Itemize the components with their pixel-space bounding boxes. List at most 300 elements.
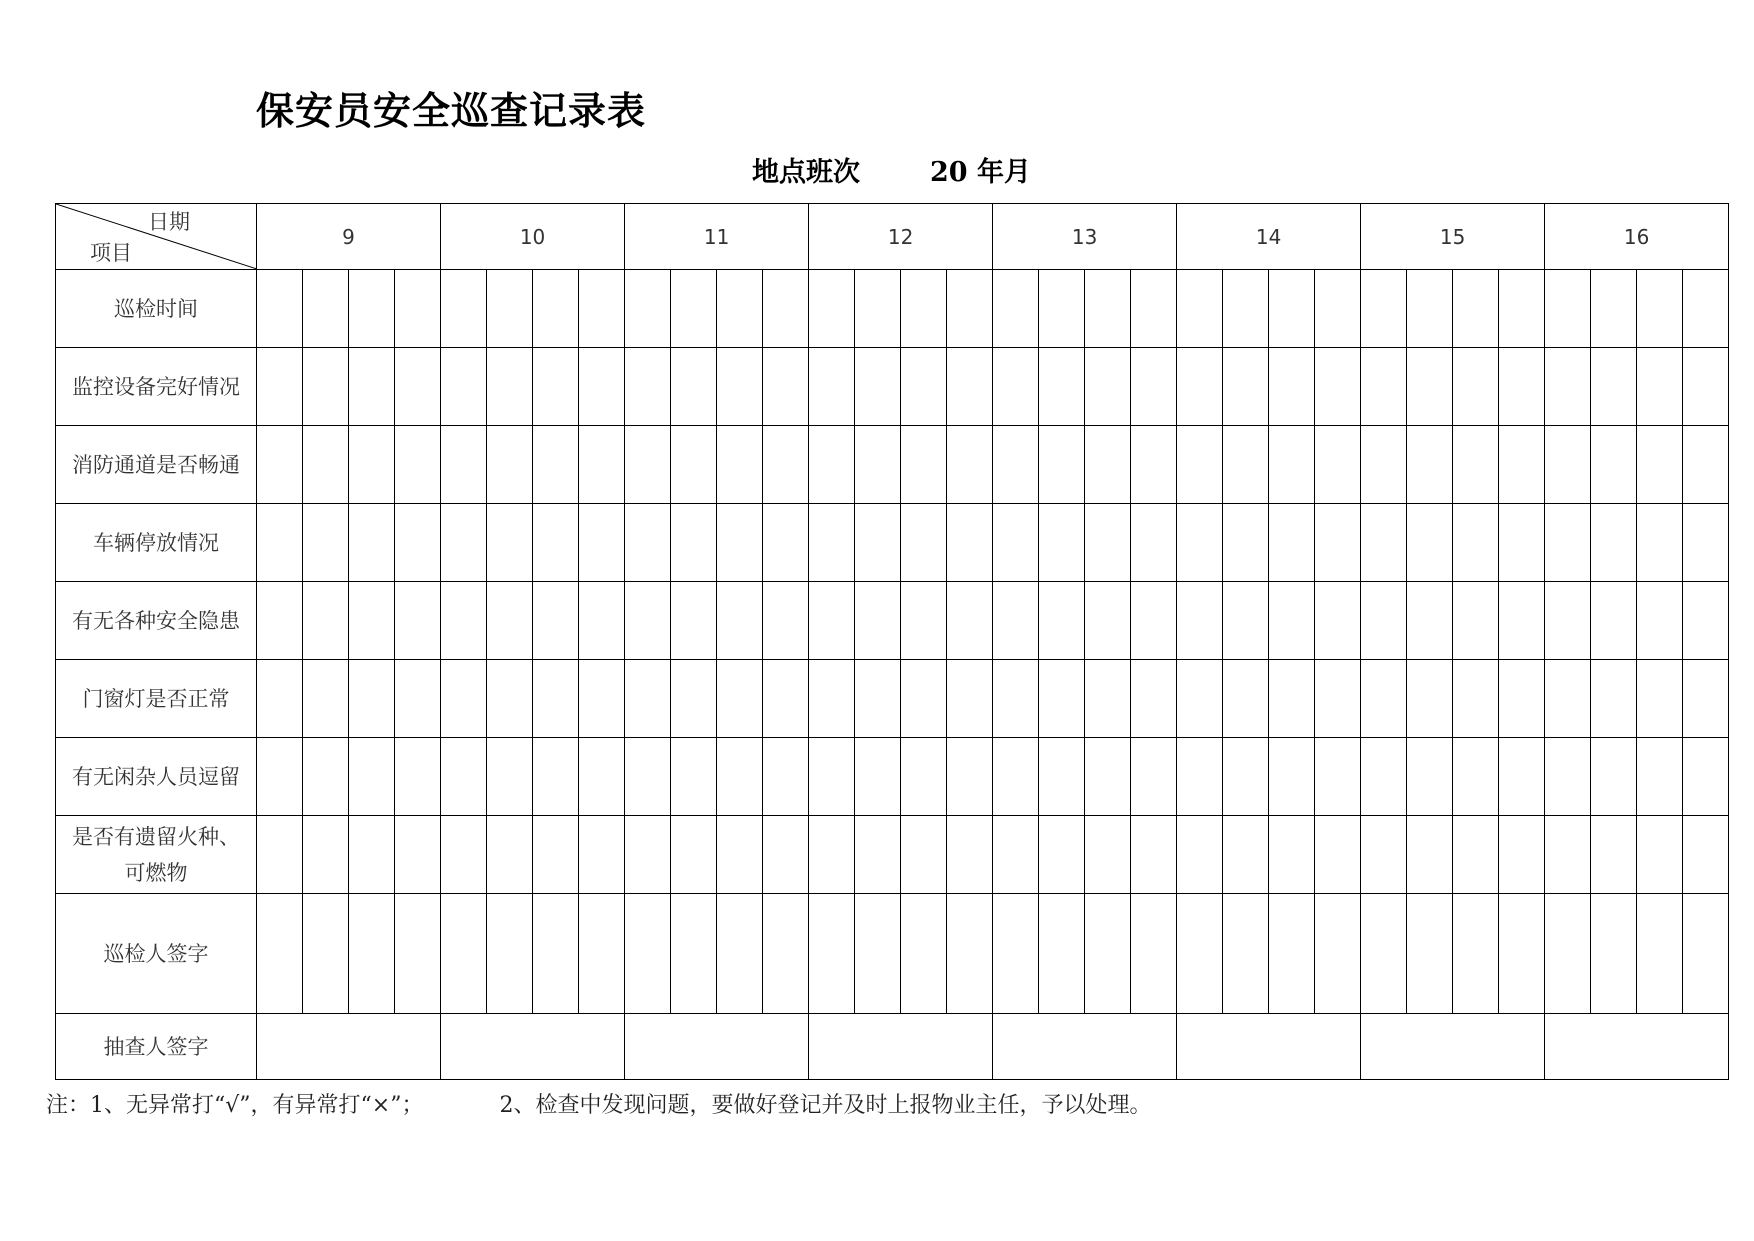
record-cell[interactable] (1361, 738, 1407, 816)
record-cell[interactable] (809, 426, 855, 504)
record-cell[interactable] (349, 270, 395, 348)
record-cell[interactable] (993, 582, 1039, 660)
record-cell[interactable] (1453, 894, 1499, 1014)
record-cell[interactable] (303, 348, 349, 426)
record-cell[interactable] (1085, 660, 1131, 738)
record-cell[interactable] (1545, 738, 1591, 816)
record-cell[interactable] (1315, 660, 1361, 738)
row-label-cell: 车辆停放情况 (56, 504, 257, 582)
record-cell[interactable] (257, 738, 303, 816)
record-cell[interactable] (855, 816, 901, 894)
record-cell[interactable] (349, 504, 395, 582)
record-cell[interactable] (1499, 816, 1545, 894)
record-cell[interactable] (257, 348, 303, 426)
record-cell[interactable] (1315, 426, 1361, 504)
signature-cell[interactable] (993, 1014, 1177, 1080)
record-cell[interactable] (1039, 504, 1085, 582)
record-cell[interactable] (993, 504, 1039, 582)
record-cell[interactable] (257, 426, 303, 504)
record-cell[interactable] (1683, 270, 1729, 348)
record-cell[interactable] (349, 738, 395, 816)
record-cell[interactable] (855, 582, 901, 660)
record-cell[interactable] (1453, 348, 1499, 426)
record-cell[interactable] (947, 504, 993, 582)
record-cell[interactable] (257, 582, 303, 660)
record-cell[interactable] (763, 738, 809, 816)
record-cell[interactable] (947, 270, 993, 348)
record-cell[interactable] (1591, 738, 1637, 816)
record-cell[interactable] (1085, 270, 1131, 348)
record-cell[interactable] (763, 894, 809, 1014)
record-cell[interactable] (1361, 270, 1407, 348)
record-cell[interactable] (1361, 426, 1407, 504)
record-cell[interactable] (579, 426, 625, 504)
record-cell[interactable] (303, 894, 349, 1014)
record-cell[interactable] (763, 348, 809, 426)
record-cell[interactable] (993, 816, 1039, 894)
record-cell[interactable] (487, 348, 533, 426)
record-cell[interactable] (303, 504, 349, 582)
record-cell[interactable] (1315, 270, 1361, 348)
record-cell[interactable] (717, 660, 763, 738)
record-cell[interactable] (1039, 738, 1085, 816)
record-cell[interactable] (993, 348, 1039, 426)
record-cell[interactable] (579, 270, 625, 348)
record-cell[interactable] (671, 426, 717, 504)
record-cell[interactable] (901, 816, 947, 894)
record-cell[interactable] (717, 348, 763, 426)
record-cell[interactable] (303, 660, 349, 738)
record-cell[interactable] (1591, 348, 1637, 426)
record-cell[interactable] (1637, 660, 1683, 738)
record-cell[interactable] (947, 348, 993, 426)
record-cell[interactable] (1407, 660, 1453, 738)
record-cell[interactable] (1637, 504, 1683, 582)
record-cell[interactable] (303, 270, 349, 348)
record-cell[interactable] (1499, 660, 1545, 738)
record-cell[interactable] (1269, 894, 1315, 1014)
record-cell[interactable] (1637, 426, 1683, 504)
record-cell[interactable] (303, 816, 349, 894)
record-cell[interactable] (1131, 270, 1177, 348)
record-cell[interactable] (1591, 426, 1637, 504)
table-row (56, 504, 1729, 582)
record-cell[interactable] (487, 894, 533, 1014)
record-cell[interactable] (855, 738, 901, 816)
record-cell[interactable] (993, 426, 1039, 504)
record-cell[interactable] (671, 660, 717, 738)
record-cell[interactable] (395, 426, 441, 504)
record-cell[interactable] (1453, 816, 1499, 894)
record-cell[interactable] (487, 738, 533, 816)
record-cell[interactable] (533, 660, 579, 738)
record-cell[interactable] (1177, 738, 1223, 816)
record-cell[interactable] (1085, 426, 1131, 504)
record-cell[interactable] (1223, 660, 1269, 738)
record-cell[interactable] (1177, 816, 1223, 894)
record-cell[interactable] (1499, 504, 1545, 582)
record-cell[interactable] (441, 894, 487, 1014)
record-cell[interactable] (1039, 660, 1085, 738)
record-cell[interactable] (349, 426, 395, 504)
record-cell[interactable] (441, 816, 487, 894)
record-cell[interactable] (809, 738, 855, 816)
record-cell[interactable] (1223, 582, 1269, 660)
record-cell[interactable] (1131, 816, 1177, 894)
record-cell[interactable] (1177, 894, 1223, 1014)
record-cell[interactable] (625, 738, 671, 816)
record-cell[interactable] (809, 270, 855, 348)
record-cell[interactable] (717, 270, 763, 348)
record-cell[interactable] (303, 582, 349, 660)
record-cell[interactable] (717, 504, 763, 582)
record-cell[interactable] (579, 816, 625, 894)
record-cell[interactable] (1269, 426, 1315, 504)
record-cell[interactable] (855, 894, 901, 1014)
record-cell[interactable] (1361, 894, 1407, 1014)
record-cell[interactable] (1177, 582, 1223, 660)
record-cell[interactable] (1591, 582, 1637, 660)
record-cell[interactable] (1591, 270, 1637, 348)
record-cell[interactable] (901, 738, 947, 816)
record-cell[interactable] (1269, 348, 1315, 426)
record-cell[interactable] (1545, 894, 1591, 1014)
record-cell[interactable] (1637, 348, 1683, 426)
record-cell[interactable] (1039, 894, 1085, 1014)
record-cell[interactable] (717, 816, 763, 894)
record-cell[interactable] (395, 738, 441, 816)
record-cell[interactable] (1591, 660, 1637, 738)
record-cell[interactable] (855, 426, 901, 504)
record-cell[interactable] (395, 816, 441, 894)
record-cell[interactable] (1499, 894, 1545, 1014)
record-cell[interactable] (625, 504, 671, 582)
record-cell[interactable] (1131, 660, 1177, 738)
record-cell[interactable] (1637, 738, 1683, 816)
record-cell[interactable] (257, 660, 303, 738)
record-cell[interactable] (349, 582, 395, 660)
record-cell[interactable] (625, 894, 671, 1014)
signature-cell[interactable] (1361, 1014, 1545, 1080)
record-cell[interactable] (993, 894, 1039, 1014)
record-cell[interactable] (395, 504, 441, 582)
record-cell[interactable] (1637, 816, 1683, 894)
record-cell[interactable] (487, 426, 533, 504)
record-cell[interactable] (1177, 504, 1223, 582)
record-cell[interactable] (1131, 738, 1177, 816)
record-cell[interactable] (947, 738, 993, 816)
record-cell[interactable] (395, 894, 441, 1014)
record-cell[interactable] (1361, 660, 1407, 738)
signature-cell[interactable] (441, 1014, 625, 1080)
record-cell[interactable] (901, 348, 947, 426)
record-cell[interactable] (579, 582, 625, 660)
record-cell[interactable] (441, 582, 487, 660)
record-cell[interactable] (257, 504, 303, 582)
record-cell[interactable] (257, 270, 303, 348)
record-cell[interactable] (671, 894, 717, 1014)
record-cell[interactable] (947, 426, 993, 504)
record-cell[interactable] (809, 582, 855, 660)
record-cell[interactable] (1545, 270, 1591, 348)
record-cell[interactable] (1085, 738, 1131, 816)
record-cell[interactable] (901, 660, 947, 738)
record-cell[interactable] (1407, 504, 1453, 582)
record-cell[interactable] (1407, 894, 1453, 1014)
record-cell[interactable] (671, 504, 717, 582)
table-row (56, 1014, 1729, 1080)
record-cell[interactable] (1361, 504, 1407, 582)
record-cell[interactable] (487, 660, 533, 738)
record-cell[interactable] (1039, 582, 1085, 660)
record-cell[interactable] (763, 816, 809, 894)
record-cell[interactable] (441, 738, 487, 816)
record-cell[interactable] (993, 738, 1039, 816)
record-cell[interactable] (947, 582, 993, 660)
record-cell[interactable] (1269, 738, 1315, 816)
record-cell[interactable] (1315, 582, 1361, 660)
record-cell[interactable] (993, 660, 1039, 738)
record-cell[interactable] (1499, 738, 1545, 816)
record-cell[interactable] (487, 816, 533, 894)
record-cell[interactable] (1085, 816, 1131, 894)
record-cell[interactable] (1223, 738, 1269, 816)
signature-cell[interactable] (625, 1014, 809, 1080)
record-cell[interactable] (1315, 738, 1361, 816)
signature-cell[interactable] (1177, 1014, 1361, 1080)
record-cell[interactable] (1039, 426, 1085, 504)
record-cell[interactable] (1223, 348, 1269, 426)
record-cell[interactable] (395, 348, 441, 426)
record-cell[interactable] (717, 738, 763, 816)
record-cell[interactable] (441, 348, 487, 426)
record-cell[interactable] (625, 660, 671, 738)
record-cell[interactable] (855, 504, 901, 582)
record-cell[interactable] (1591, 504, 1637, 582)
record-cell[interactable] (1269, 660, 1315, 738)
record-cell[interactable] (1315, 348, 1361, 426)
record-cell[interactable] (1499, 270, 1545, 348)
record-cell[interactable] (901, 894, 947, 1014)
record-cell[interactable] (257, 816, 303, 894)
record-cell[interactable] (257, 894, 303, 1014)
record-cell[interactable] (763, 270, 809, 348)
record-cell[interactable] (625, 582, 671, 660)
record-cell[interactable] (1591, 816, 1637, 894)
record-cell[interactable] (625, 348, 671, 426)
record-cell[interactable] (1177, 348, 1223, 426)
record-cell[interactable] (1499, 426, 1545, 504)
record-cell[interactable] (1315, 504, 1361, 582)
record-cell[interactable] (487, 582, 533, 660)
record-cell[interactable] (1177, 270, 1223, 348)
record-cell[interactable] (533, 816, 579, 894)
record-cell[interactable] (1683, 504, 1729, 582)
record-cell[interactable] (1407, 582, 1453, 660)
record-cell[interactable] (763, 660, 809, 738)
record-cell[interactable] (1223, 426, 1269, 504)
record-cell[interactable] (1545, 426, 1591, 504)
record-cell[interactable] (441, 504, 487, 582)
record-cell[interactable] (1637, 582, 1683, 660)
record-cell[interactable] (671, 270, 717, 348)
record-cell[interactable] (1683, 894, 1729, 1014)
record-cell[interactable] (1039, 348, 1085, 426)
record-cell[interactable] (1223, 504, 1269, 582)
record-cell[interactable] (671, 582, 717, 660)
record-cell[interactable] (1039, 270, 1085, 348)
record-cell[interactable] (809, 816, 855, 894)
record-cell[interactable] (1453, 660, 1499, 738)
record-cell[interactable] (1683, 348, 1729, 426)
record-cell[interactable] (579, 894, 625, 1014)
record-cell[interactable] (901, 426, 947, 504)
record-cell[interactable] (1269, 504, 1315, 582)
record-cell[interactable] (1453, 270, 1499, 348)
record-cell[interactable] (579, 348, 625, 426)
record-cell[interactable] (947, 660, 993, 738)
record-cell[interactable] (533, 582, 579, 660)
record-cell[interactable] (1499, 348, 1545, 426)
record-cell[interactable] (1085, 582, 1131, 660)
record-cell[interactable] (1545, 582, 1591, 660)
record-cell[interactable] (625, 816, 671, 894)
footnote-1: 注：1、无异常打“√”，有异常打“×”； (46, 1093, 424, 1118)
record-cell[interactable] (1453, 582, 1499, 660)
record-cell[interactable] (441, 270, 487, 348)
record-cell[interactable] (947, 816, 993, 894)
record-cell[interactable] (809, 504, 855, 582)
record-cell[interactable] (533, 426, 579, 504)
record-cell[interactable] (809, 894, 855, 1014)
record-cell[interactable] (303, 738, 349, 816)
record-cell[interactable] (625, 426, 671, 504)
record-cell[interactable] (1039, 816, 1085, 894)
record-cell[interactable] (1453, 426, 1499, 504)
signature-cell[interactable] (257, 1014, 441, 1080)
record-cell[interactable] (533, 348, 579, 426)
record-cell[interactable] (1683, 738, 1729, 816)
record-cell[interactable] (533, 504, 579, 582)
record-cell[interactable] (579, 738, 625, 816)
record-cell[interactable] (1591, 894, 1637, 1014)
record-cell[interactable] (1269, 582, 1315, 660)
record-cell[interactable] (579, 504, 625, 582)
record-cell[interactable] (441, 660, 487, 738)
record-cell[interactable] (717, 894, 763, 1014)
record-cell[interactable] (1453, 738, 1499, 816)
record-cell[interactable] (855, 348, 901, 426)
record-cell[interactable] (1131, 894, 1177, 1014)
record-cell[interactable] (1085, 894, 1131, 1014)
record-cell[interactable] (1361, 582, 1407, 660)
record-cell[interactable] (303, 426, 349, 504)
record-cell[interactable] (855, 660, 901, 738)
record-cell[interactable] (1407, 270, 1453, 348)
record-cell[interactable] (1453, 504, 1499, 582)
record-cell[interactable] (1683, 582, 1729, 660)
record-cell[interactable] (1545, 816, 1591, 894)
record-cell[interactable] (1131, 426, 1177, 504)
record-cell[interactable] (487, 504, 533, 582)
record-cell[interactable] (1361, 816, 1407, 894)
record-cell[interactable] (395, 270, 441, 348)
record-cell[interactable] (901, 270, 947, 348)
record-cell[interactable] (533, 738, 579, 816)
record-cell[interactable] (1177, 426, 1223, 504)
record-cell[interactable] (763, 426, 809, 504)
record-cell[interactable] (1085, 504, 1131, 582)
record-cell[interactable] (1085, 348, 1131, 426)
record-cell[interactable] (487, 270, 533, 348)
record-cell[interactable] (1315, 894, 1361, 1014)
record-cell[interactable] (1223, 816, 1269, 894)
record-cell[interactable] (901, 504, 947, 582)
record-cell[interactable] (1407, 426, 1453, 504)
record-cell[interactable] (1131, 504, 1177, 582)
record-cell[interactable] (1315, 816, 1361, 894)
record-cell[interactable] (1407, 738, 1453, 816)
record-cell[interactable] (441, 426, 487, 504)
record-cell[interactable] (763, 504, 809, 582)
record-cell[interactable] (1131, 348, 1177, 426)
record-cell[interactable] (1177, 660, 1223, 738)
record-cell[interactable] (395, 660, 441, 738)
record-cell[interactable] (993, 270, 1039, 348)
record-cell[interactable] (349, 660, 395, 738)
record-cell[interactable] (717, 426, 763, 504)
record-cell[interactable] (1407, 816, 1453, 894)
record-cell[interactable] (855, 270, 901, 348)
record-cell[interactable] (1269, 270, 1315, 348)
record-cell[interactable] (901, 582, 947, 660)
record-cell[interactable] (671, 348, 717, 426)
record-cell[interactable] (1637, 270, 1683, 348)
record-cell[interactable] (533, 894, 579, 1014)
record-cell[interactable] (1683, 660, 1729, 738)
record-cell[interactable] (1683, 816, 1729, 894)
record-cell[interactable] (763, 582, 809, 660)
record-cell[interactable] (1269, 816, 1315, 894)
record-cell[interactable] (947, 894, 993, 1014)
record-cell[interactable] (671, 816, 717, 894)
record-cell[interactable] (1545, 504, 1591, 582)
record-cell[interactable] (625, 270, 671, 348)
record-cell[interactable] (809, 348, 855, 426)
record-cell[interactable] (349, 894, 395, 1014)
record-cell[interactable] (349, 816, 395, 894)
record-cell[interactable] (1545, 348, 1591, 426)
record-cell[interactable] (533, 270, 579, 348)
record-cell[interactable] (809, 660, 855, 738)
signature-cell[interactable] (809, 1014, 993, 1080)
record-cell[interactable] (1223, 270, 1269, 348)
record-cell[interactable] (1499, 582, 1545, 660)
record-cell[interactable] (579, 660, 625, 738)
record-cell[interactable] (1131, 582, 1177, 660)
record-cell[interactable] (1223, 894, 1269, 1014)
record-cell[interactable] (1361, 348, 1407, 426)
record-cell[interactable] (1683, 426, 1729, 504)
record-cell[interactable] (671, 738, 717, 816)
record-cell[interactable] (349, 348, 395, 426)
signature-cell[interactable] (1545, 1014, 1729, 1080)
record-cell[interactable] (1637, 894, 1683, 1014)
record-cell[interactable] (395, 582, 441, 660)
record-cell[interactable] (1407, 348, 1453, 426)
record-cell[interactable] (717, 582, 763, 660)
record-cell[interactable] (1545, 660, 1591, 738)
